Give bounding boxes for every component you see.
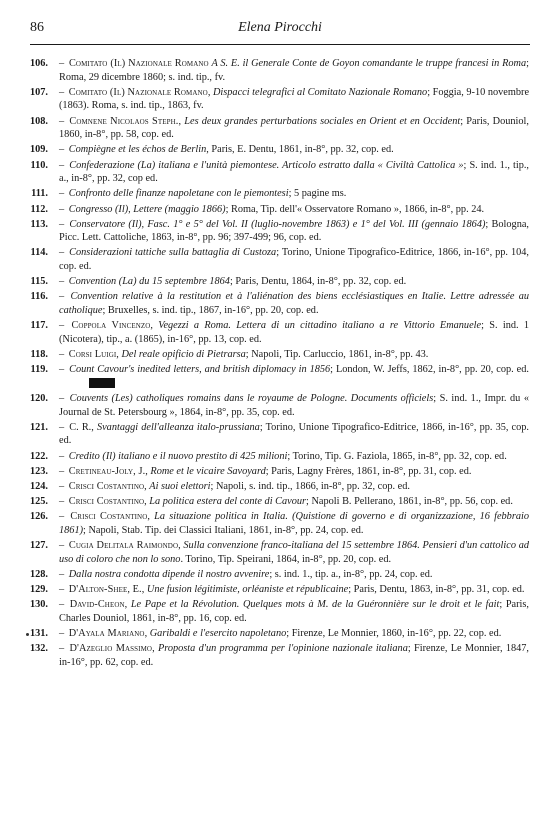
entry-number: 108. (29, 115, 48, 127)
entry-details: , (150, 320, 159, 332)
entry-details: ; Napoli, Stab. Tip. dei Classici Italiani, 1861, in-8°, pp. 24, cop. ed. (83, 524, 364, 536)
entry-title: Conservatore (Il), Fasc. 1° e 5° del Vol. II (luglio-novembre 1863) e 1° del Vol. III (gennaio 1864) (69, 218, 486, 230)
entry-title: A S. E. il Generale Conte de Goyon comandante le truppe francesi in Roma (211, 58, 527, 69)
entry-number: 120. (29, 392, 48, 404)
entry-number: 109. (29, 144, 48, 156)
entry-dash: – (59, 511, 69, 523)
entry-dash: – (59, 421, 68, 433)
entry-details: , (141, 584, 147, 596)
entry-author: Crisci Costantino (68, 480, 145, 492)
entry-number: 111. (31, 188, 48, 200)
entry-details: , (152, 643, 158, 655)
entry-details: ; Bruxelles, s. ind. tip., 1867, in-16°, pp. 20, cop. ed. (102, 305, 319, 317)
bibliography-entry (22, 480, 529, 494)
entry-number: 130. (29, 599, 48, 611)
entry-dash: – (59, 320, 70, 332)
bibliography-entry (22, 539, 529, 566)
entry-dash: – (59, 144, 67, 156)
entry-details: ; Paris, Dentu, 1864, in-8°, pp. 32, cop. ed. (229, 276, 407, 288)
entry-details: ; Paris, Charles Douniol, 1861, in-8°, pp. 16, cop. ed. (59, 599, 529, 624)
entry-title: Count Cavour's inedited letters, and british diplomacy in 1856 (69, 364, 331, 376)
bibliography-entry (22, 275, 529, 289)
entry-dash: – (59, 349, 67, 360)
entry-details: ; Roma, Tip. dell'« Osservatore Romano », 1866, in-8°, pp. 24. (225, 203, 485, 215)
entry-number: 115. (30, 276, 48, 288)
bibliography-entry (22, 290, 529, 317)
bibliography-entry (22, 218, 529, 245)
entry-title: La situazione politica in Italia. (Quistione di governo e di organizzazione, 16 febbraio 1861) (59, 511, 529, 536)
entry-title: Ai suoi elettori (149, 480, 211, 492)
running-head: Elena Pirocchi (238, 20, 322, 35)
bibliography-entry (22, 392, 529, 419)
entry-dash: – (59, 276, 67, 288)
bibliography-entry (22, 421, 529, 448)
entry-number: 131. (29, 628, 48, 639)
entry-number: 124. (29, 480, 48, 492)
entry-number: 125. (29, 496, 48, 508)
bibliography-list (22, 57, 529, 671)
entry-author: Crisci Costantino (68, 496, 145, 508)
scan-speck (26, 633, 29, 636)
entry-details: ; Torino, Unione Tipografico-Editrice, 1866, in-16°, pp. 35, cop. ed. (59, 421, 529, 447)
entry-dash: – (59, 643, 68, 655)
entry-number: 118. (30, 349, 48, 360)
entry-number: 107. (29, 86, 48, 98)
entry-dash: – (59, 58, 67, 69)
entry-dash: – (59, 540, 67, 552)
bibliography-entry (22, 598, 529, 625)
entry-number: 106. (29, 58, 48, 69)
entry-number: 114. (30, 247, 48, 259)
entry-number: 122. (29, 450, 48, 462)
entry-dash: – (59, 364, 68, 376)
entry-details: ; Paris, Dentu, 1863, in-8°, pp. 31, cop. ed. (348, 584, 525, 596)
entry-author: Comitato (Il) Nazionale Romano (68, 86, 208, 98)
entry-title: Compiègne et les échos de Berlin (68, 144, 207, 156)
entry-details: , (144, 628, 150, 639)
entry-details: , (147, 511, 155, 523)
bibliography-entry (22, 583, 529, 597)
bibliography-entry (22, 568, 529, 582)
bibliography-entry (22, 642, 529, 669)
bibliography-entry (22, 450, 529, 464)
bibliography-entry (22, 627, 529, 641)
entry-details: C. R., (69, 421, 97, 433)
entry-number: 126. (29, 511, 48, 523)
entry-dash: – (59, 480, 67, 492)
bibliography-entry (22, 465, 529, 479)
entry-title: Proposta d'un programma per l'opinione nazionale italiana (157, 643, 408, 655)
entry-author: Crisci Costantino (70, 511, 148, 523)
entry-title: Le Pape et la Révolution. Quelques mots à M. de la Guéronnière sur le droit et le fait (130, 599, 500, 611)
entry-title: Garibaldi e l'esercito napoletano (149, 628, 287, 639)
entry-number: 117. (30, 320, 48, 332)
entry-title: Congresso (Il), Lettere (maggio 1866) (68, 203, 226, 215)
bibliography-entry (22, 86, 529, 113)
entry-dash: – (59, 392, 68, 404)
entry-details: ; Bologna, Picc. Lett. Cattoliche, 1863, in-8°, pp. 96; 397-499; 96, cop. ed. (59, 218, 530, 244)
entry-details: ; London, W. Jeffs, 1862, in-8°, pp. 20, cop. ed. (330, 364, 529, 376)
page-header (30, 20, 530, 42)
redaction-mark (89, 378, 115, 388)
entry-author: Cugia Delitala Raimondo (68, 540, 179, 552)
entry-details: , (124, 599, 131, 611)
entry-author: Corsi Luigi (68, 349, 117, 360)
entry-author: D'Alton-Shee, E. (68, 584, 142, 596)
entry-dash: – (59, 568, 67, 580)
entry-details: . Torino, Tip. Speirani, 1864, in-8°, pp. 20, cop. ed. (180, 553, 392, 565)
entry-title: Vegezzi a Roma. Lettera di un cittadino italiano a re Vittorio Emanuele (158, 320, 482, 332)
entry-author: Cretineau-Joly, J. (68, 465, 146, 477)
entry-dash: – (59, 218, 68, 230)
entry-title: Confederazione (La) italiana e l'unità piemontese. Articolo estratto dalla « Civiltà Cattolica » (69, 159, 464, 171)
entry-title: Dispacci telegrafici al Comitato Nazionale Romano (212, 86, 428, 98)
entry-details: , (178, 115, 185, 127)
entry-details: ; Napoli B. Pellerano, 1861, in-8°, pp. 56, cop. ed. (306, 496, 513, 508)
entry-title: Les deux grandes perturbations sociales en Orient et en Occident (184, 115, 461, 127)
entry-title: La politica estera del conte di Cavour (149, 496, 307, 508)
entry-details: , (145, 465, 151, 477)
entry-details: , (144, 496, 150, 508)
entry-title: Couvents (Les) catholiques romains dans le royaume de Pologne. Documents officiels (69, 392, 434, 404)
entry-details: ; Napoli, Tip. Carluccio, 1861, in-8°, pp. 43. (245, 349, 429, 360)
entry-details: ; Napoli, s. ind. tip., 1866, in-8°, pp. 32, cop. ed. (210, 480, 410, 492)
entry-number: 123. (29, 465, 48, 477)
entry-dash: – (59, 159, 68, 171)
entry-dash: – (59, 247, 68, 259)
entry-dash: – (59, 291, 69, 303)
entry-number: 110. (30, 159, 48, 171)
bibliography-entry (22, 363, 529, 390)
entry-title: Svantaggi dell'alleanza italo-prussiana (96, 421, 260, 433)
entry-title: Confronto delle finanze napoletane con le piemontesi (68, 188, 289, 200)
entry-number: 113. (30, 218, 48, 230)
entry-title: Convention relative à la restitution et à l'aliénation des biens ecclésiastiques en Italie. Lettre adressée au catholique (59, 291, 530, 317)
entry-details: ; Paris, Lagny Frères, 1861, in-8°, pp. 31, cop. ed. (265, 465, 472, 477)
entry-author: Comnene Nicolaos Steph. (69, 115, 179, 127)
entry-title: Del reale opificio di Pietrarsa (121, 349, 246, 360)
entry-dash: – (59, 599, 68, 611)
entry-dash: – (59, 584, 67, 596)
entry-dash: – (59, 188, 67, 200)
bibliography-entry (22, 203, 529, 217)
entry-details: ; Torino, Unione Tipografico-Editrice, 1866, in-16°, pp. 104, cop. ed. (59, 247, 529, 273)
entry-number: 127. (29, 540, 48, 552)
bibliography-entry (22, 159, 529, 186)
entry-dash: – (59, 450, 67, 462)
bibliography-entry (22, 495, 529, 509)
entry-dash: – (59, 496, 67, 508)
entry-author: D'Azeglio Massimo (69, 643, 153, 655)
entry-details: ; Torino, Tip. G. Faziola, 1865, in-8°, pp. 32, cop. ed. (287, 450, 507, 462)
entry-author: Coppola Vincenzo (71, 320, 151, 332)
entry-details: , Paris, E. Dentu, 1861, in-8°, pp. 32, cop. ed. (206, 144, 394, 156)
bibliography-entry (22, 143, 529, 157)
entry-author: David-Cheon (69, 599, 125, 611)
entry-dash: – (59, 465, 67, 477)
entry-title: Credito (Il) italiano e il nuovo prestito di 425 milioni (68, 450, 288, 462)
entry-details: , (207, 86, 213, 98)
entry-details: , (116, 349, 122, 360)
bibliography-entry (22, 319, 529, 346)
entry-details: ; Roma, 29 dicembre 1860; s. ind. tip., fv. (59, 58, 529, 83)
header-rule (30, 44, 530, 45)
entry-details: ; s. ind. 1., tip. a., in-8°, pp. 24, cop. ed. (269, 568, 433, 580)
entry-number: 129. (29, 584, 48, 596)
entry-details: ; Firenze, Le Monnier, 1860, in-16°, pp. 22, cop. ed. (286, 628, 502, 639)
entry-title: Dalla nostra condotta dipende il nostro avvenire (68, 568, 270, 580)
entry-details: ; S. ind. 1., Impr. du « Journal de St. Petersbourg », 1864, in-8°, pp. 35, cop. ed. (59, 392, 529, 418)
entry-number: 128. (29, 568, 48, 580)
entry-number: 121. (29, 421, 48, 433)
entry-author: Comitato (Il) Nazionale Romano (68, 58, 209, 69)
entry-title: Considerazioni tattiche sulla battaglia di Custoza (69, 247, 277, 259)
entry-title: Rome et le vicaire Savoyard (150, 465, 266, 477)
entry-dash: – (59, 628, 67, 639)
bibliography-entry (22, 348, 529, 362)
entry-number: 119. (30, 364, 48, 376)
entry-number: 116. (30, 291, 48, 303)
bibliography-entry (22, 246, 529, 273)
entry-number: 132. (29, 643, 48, 655)
page-number: 86 (30, 20, 44, 35)
bibliography-entry (22, 187, 529, 201)
entry-title: Convention (La) du 15 septembre 1864 (68, 276, 230, 288)
bibliography-entry (22, 510, 529, 537)
entry-dash: – (59, 115, 68, 127)
entry-dash: – (59, 86, 67, 98)
entry-details: ; 5 pagine ms. (288, 188, 347, 200)
entry-details: ; S. ind. 1 (Nicotera), tip., a. (1865), in-16°, pp. 13, cop. ed. (59, 320, 530, 345)
entry-number: 112. (30, 203, 48, 215)
entry-details: , (144, 480, 150, 492)
entry-details: , (178, 540, 184, 552)
entry-details: ; Firenze, Le Monnier, 1847, in-16°, pp. 62, cop. ed. (59, 643, 529, 668)
bibliography-entry (22, 115, 529, 142)
entry-details: ; Paris, Douniol, 1860, in-8°, pp. 58, cop. ed. (59, 115, 529, 141)
entry-title: Une fusion légitimiste, orléaniste et républicaine (146, 584, 349, 596)
bibliography-entry (22, 57, 529, 84)
entry-dash: – (59, 203, 67, 215)
entry-author: D'Ayala Mariano (68, 628, 145, 639)
entry-title: Sulla convenzione franco-italiana del 15 settembre 1864. Pensieri d'un cattolico ad uso di coloro che non lo sono (59, 540, 529, 565)
entry-details: ; Foggia, 9-10 novembre (1863). Roma, s. ind. tip., 1863, fv. (59, 86, 530, 112)
entry-details: ; S. ind. 1., tip., a., in-8°, pp. 32, cop ed. (59, 159, 529, 185)
